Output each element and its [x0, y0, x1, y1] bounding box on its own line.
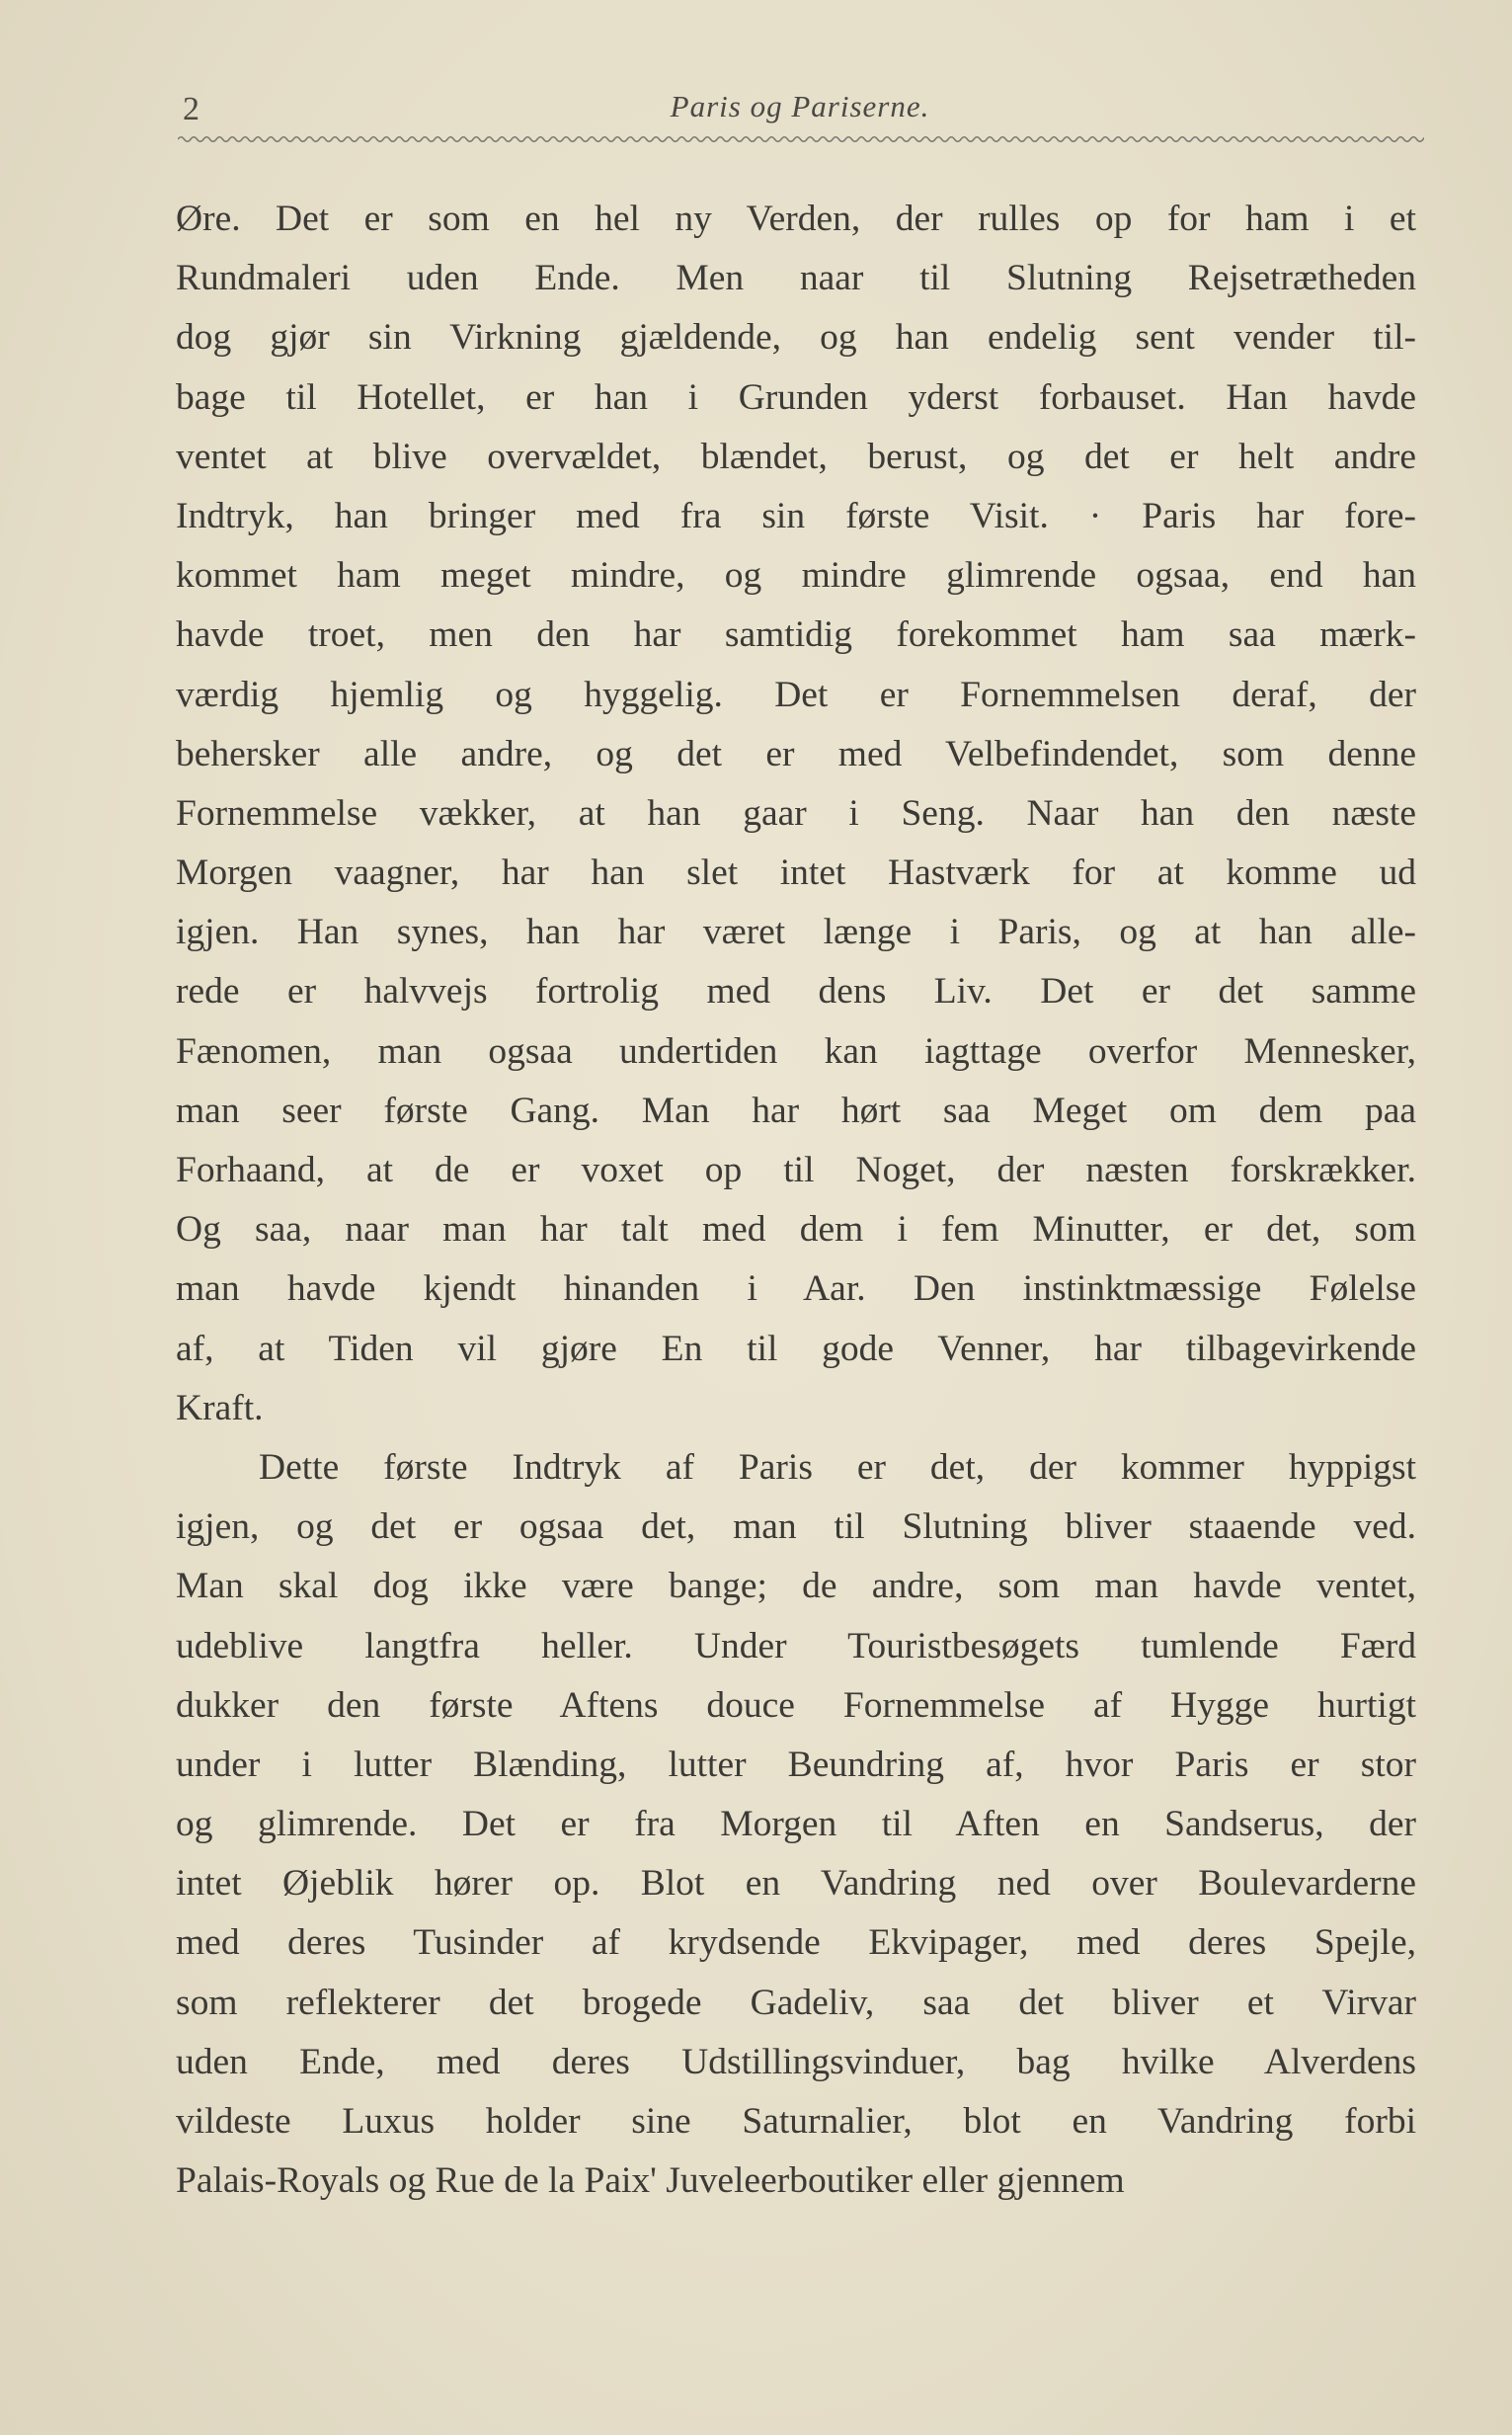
- text-line: under i lutter Blænding, lutter Beundring af, hvor Paris er stor: [176, 1744, 1416, 1785]
- text-line: udeblive langtfra heller. Under Touristbesøgets tumlende Færd: [176, 1625, 1416, 1666]
- text-line: rede er halvvejs fortrolig med dens Liv. Det er det samme: [176, 971, 1416, 1013]
- text-line: igjen, og det er ogsaa det, man til Slutning bliver staaende ved.: [176, 1506, 1416, 1548]
- text-line: ventet at blive overvældet, blændet, berust, og det er helt andre: [176, 436, 1416, 477]
- text-line: Man skal dog ikke være bange; de andre, som man havde ventet,: [176, 1566, 1416, 1607]
- wavy-header-rule: [178, 132, 1424, 146]
- text-line: dukker den første Aftens douce Fornemmelse af Hygge hurtigt: [176, 1684, 1416, 1726]
- text-line: man havde kjendt hinanden i Aar. Den instinktmæssige Følelse: [176, 1268, 1416, 1310]
- page-header: [178, 87, 1422, 136]
- text-line: og glimrende. Det er fra Morgen til Aften en Sandserus, der: [176, 1804, 1416, 1845]
- text-line: uden Ende, med deres Udstillingsvinduer, bag hvilke Alverdens: [176, 2041, 1416, 2082]
- text-line: af, at Tiden vil gjøre En til gode Venner, har tilbagevirkende: [176, 1328, 1416, 1369]
- text-line: Dette første Indtryk af Paris er det, der kommer hyppigst: [259, 1446, 1416, 1488]
- paragraph: [176, 190, 1416, 1438]
- text-line: havde troet, men den har samtidig forekommet ham saa mærk-: [176, 614, 1416, 656]
- text-line: Fænomen, man ogsaa undertiden kan iagttage overfor Mennesker,: [176, 1030, 1416, 1072]
- running-title: Paris og Pariserne.: [670, 89, 930, 123]
- text-line: behersker alle andre, og det er med Velbefindendet, som denne: [176, 733, 1416, 774]
- text-line: Kraft.: [176, 1387, 264, 1428]
- text-line: Palais-Royals og Rue de la Paix' Juveleerboutiker eller gjennem: [176, 2160, 1125, 2202]
- text-line: vildeste Luxus holder sine Saturnalier, blot en Vandring forbi: [176, 2101, 1416, 2142]
- text-line: igjen. Han synes, han har været længe i Paris, og at han alle-: [176, 912, 1416, 953]
- text-line: som reflekterer det brogede Gadeliv, saa det bliver et Virvar: [176, 1982, 1416, 2023]
- text-line: værdig hjemlig og hyggelig. Det er Fornemmelsen deraf, der: [176, 674, 1416, 715]
- page-number: 2: [183, 91, 199, 127]
- text-line: bage til Hotellet, er han i Grunden yderst forbauset. Han havde: [176, 376, 1416, 418]
- paragraph: [176, 1438, 1416, 2211]
- text-line: Rundmaleri uden Ende. Men naar til Slutning Rejsetrætheden: [176, 258, 1416, 299]
- body-text: [176, 190, 1416, 2211]
- text-line: med deres Tusinder af krydsende Ekvipager, med deres Spejle,: [176, 1922, 1416, 1964]
- text-line: dog gjør sin Virkning gjældende, og han endelig sent vender til-: [176, 317, 1416, 359]
- text-line: Indtryk, han bringer med fra sin første Visit. · Paris har fore-: [176, 495, 1416, 536]
- text-line: Og saa, naar man har talt med dem i fem Minutter, er det, som: [176, 1209, 1416, 1251]
- text-line: Forhaand, at de er voxet op til Noget, der næsten forskrækker.: [176, 1150, 1416, 1190]
- text-line: Morgen vaagner, har han slet intet Hastværk for at komme ud: [176, 852, 1416, 894]
- text-line: man seer første Gang. Man har hørt saa Meget om dem paa: [176, 1090, 1416, 1131]
- text-line: intet Øjeblik hører op. Blot en Vandring ned over Boulevarderne: [176, 1863, 1416, 1905]
- text-line: kommet ham meget mindre, og mindre glimrende ogsaa, end han: [176, 555, 1416, 597]
- text-line: Fornemmelse vækker, at han gaar i Seng. Naar han den næste: [176, 792, 1416, 834]
- text-line: Øre. Det er som en hel ny Verden, der rulles op for ham i et: [176, 199, 1416, 239]
